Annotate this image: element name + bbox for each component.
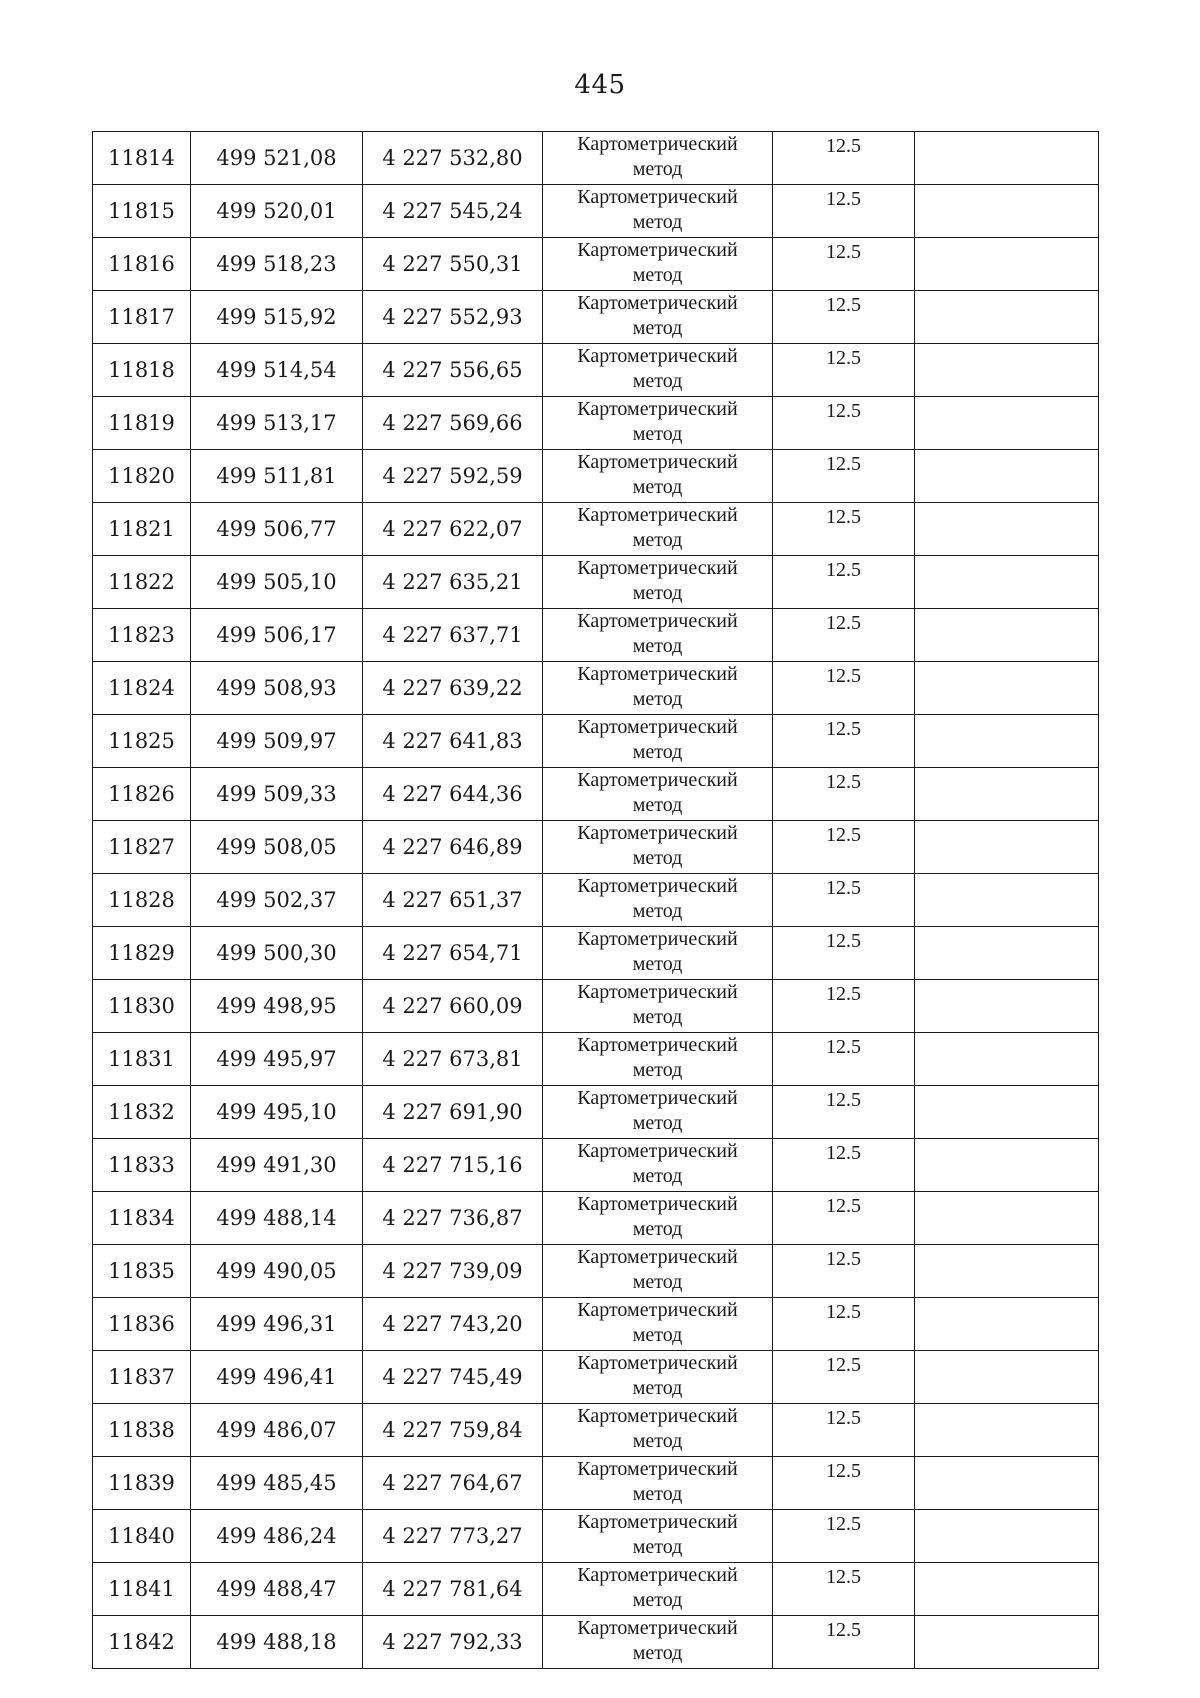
method-cell bbox=[543, 927, 773, 980]
x-coordinate-cell: 499 496,31 bbox=[191, 1298, 363, 1351]
method-cell bbox=[543, 1086, 773, 1139]
y-coordinate-cell: 4 227 592,59 bbox=[363, 450, 543, 503]
accuracy-cell: 12.5 bbox=[773, 1033, 915, 1086]
method-line-1: Картометрический bbox=[577, 239, 738, 261]
table-row bbox=[93, 662, 1099, 715]
method-line-1: Картометрический bbox=[577, 186, 738, 208]
method-line-1: Картометрический bbox=[577, 1617, 738, 1639]
x-coordinate-cell: 499 488,14 bbox=[191, 1192, 363, 1245]
note-cell bbox=[915, 715, 1099, 768]
note-cell bbox=[915, 1563, 1099, 1616]
method-line-1: Картометрический bbox=[577, 1140, 738, 1162]
note-cell bbox=[915, 874, 1099, 927]
accuracy-cell: 12.5 bbox=[773, 874, 915, 927]
y-coordinate-cell: 4 227 646,89 bbox=[363, 821, 543, 874]
method-line-2: метод bbox=[632, 529, 683, 551]
method-line-1: Картометрический bbox=[577, 928, 738, 950]
method-line-2: метод bbox=[632, 635, 683, 657]
table-row bbox=[93, 1563, 1099, 1616]
x-coordinate-cell: 499 488,18 bbox=[191, 1616, 363, 1669]
method-line-1: Картометрический bbox=[577, 292, 738, 314]
x-coordinate-cell: 499 515,92 bbox=[191, 291, 363, 344]
note-cell bbox=[915, 1245, 1099, 1298]
method-line-1: Картометрический bbox=[577, 504, 738, 526]
method-cell bbox=[543, 1616, 773, 1669]
x-coordinate-cell: 499 500,30 bbox=[191, 927, 363, 980]
table-row bbox=[93, 1351, 1099, 1404]
x-coordinate-cell: 499 490,05 bbox=[191, 1245, 363, 1298]
method-line-2: метод bbox=[632, 264, 683, 286]
point-number-cell: 11824 bbox=[93, 662, 191, 715]
x-coordinate-cell: 499 491,30 bbox=[191, 1139, 363, 1192]
method-line-1: Картометрический bbox=[577, 133, 738, 155]
x-coordinate-cell: 499 496,41 bbox=[191, 1351, 363, 1404]
method-line-1: Картометрический bbox=[577, 1352, 738, 1374]
accuracy-cell: 12.5 bbox=[773, 1192, 915, 1245]
method-line-2: метод bbox=[632, 158, 683, 180]
method-line-2: метод bbox=[632, 1483, 683, 1505]
y-coordinate-cell: 4 227 781,64 bbox=[363, 1563, 543, 1616]
method-line-1: Картометрический bbox=[577, 1564, 738, 1586]
method-line-1: Картометрический bbox=[577, 451, 738, 473]
method-line-1: Картометрический bbox=[577, 716, 738, 738]
point-number-cell: 11827 bbox=[93, 821, 191, 874]
x-coordinate-cell: 499 485,45 bbox=[191, 1457, 363, 1510]
table-row bbox=[93, 450, 1099, 503]
method-line-2: метод bbox=[632, 1324, 683, 1346]
point-number-cell: 11822 bbox=[93, 556, 191, 609]
method-cell bbox=[543, 874, 773, 927]
y-coordinate-cell: 4 227 569,66 bbox=[363, 397, 543, 450]
x-coordinate-cell: 499 506,77 bbox=[191, 503, 363, 556]
method-line-1: Картометрический bbox=[577, 345, 738, 367]
method-line-1: Картометрический bbox=[577, 1087, 738, 1109]
y-coordinate-cell: 4 227 759,84 bbox=[363, 1404, 543, 1457]
y-coordinate-cell: 4 227 715,16 bbox=[363, 1139, 543, 1192]
method-line-1: Картометрический bbox=[577, 1511, 738, 1533]
point-number-cell: 11841 bbox=[93, 1563, 191, 1616]
y-coordinate-cell: 4 227 764,67 bbox=[363, 1457, 543, 1510]
method-line-1: Картометрический bbox=[577, 875, 738, 897]
note-cell bbox=[915, 1192, 1099, 1245]
method-cell bbox=[543, 1298, 773, 1351]
table-row bbox=[93, 768, 1099, 821]
method-line-2: метод bbox=[632, 1271, 683, 1293]
method-cell bbox=[543, 185, 773, 238]
table-row bbox=[93, 1086, 1099, 1139]
point-number-cell: 11828 bbox=[93, 874, 191, 927]
x-coordinate-cell: 499 488,47 bbox=[191, 1563, 363, 1616]
method-line-2: метод bbox=[632, 582, 683, 604]
method-cell bbox=[543, 1563, 773, 1616]
point-number-cell: 11833 bbox=[93, 1139, 191, 1192]
method-cell bbox=[543, 291, 773, 344]
note-cell bbox=[915, 1033, 1099, 1086]
point-number-cell: 11820 bbox=[93, 450, 191, 503]
table-row bbox=[93, 609, 1099, 662]
accuracy-cell: 12.5 bbox=[773, 185, 915, 238]
y-coordinate-cell: 4 227 739,09 bbox=[363, 1245, 543, 1298]
accuracy-cell: 12.5 bbox=[773, 503, 915, 556]
page-number: 445 bbox=[574, 70, 626, 100]
accuracy-cell: 12.5 bbox=[773, 450, 915, 503]
table-row bbox=[93, 715, 1099, 768]
accuracy-cell: 12.5 bbox=[773, 1351, 915, 1404]
method-cell bbox=[543, 1139, 773, 1192]
table-row bbox=[93, 132, 1099, 185]
y-coordinate-cell: 4 227 743,20 bbox=[363, 1298, 543, 1351]
note-cell bbox=[915, 503, 1099, 556]
method-line-1: Картометрический bbox=[577, 981, 738, 1003]
note-cell bbox=[915, 821, 1099, 874]
note-cell bbox=[915, 132, 1099, 185]
x-coordinate-cell: 499 513,17 bbox=[191, 397, 363, 450]
accuracy-cell: 12.5 bbox=[773, 1298, 915, 1351]
point-number-cell: 11815 bbox=[93, 185, 191, 238]
method-line-2: метод bbox=[632, 900, 683, 922]
y-coordinate-cell: 4 227 773,27 bbox=[363, 1510, 543, 1563]
method-cell bbox=[543, 821, 773, 874]
table-row bbox=[93, 1192, 1099, 1245]
method-line-2: метод bbox=[632, 1377, 683, 1399]
x-coordinate-cell: 499 511,81 bbox=[191, 450, 363, 503]
point-number-cell: 11818 bbox=[93, 344, 191, 397]
table-row bbox=[93, 503, 1099, 556]
point-number-cell: 11835 bbox=[93, 1245, 191, 1298]
y-coordinate-cell: 4 227 792,33 bbox=[363, 1616, 543, 1669]
point-number-cell: 11839 bbox=[93, 1457, 191, 1510]
y-coordinate-cell: 4 227 532,80 bbox=[363, 132, 543, 185]
method-line-1: Картометрический bbox=[577, 1405, 738, 1427]
method-cell bbox=[543, 1192, 773, 1245]
note-cell bbox=[915, 1404, 1099, 1457]
accuracy-cell: 12.5 bbox=[773, 1245, 915, 1298]
accuracy-cell: 12.5 bbox=[773, 291, 915, 344]
accuracy-cell: 12.5 bbox=[773, 980, 915, 1033]
y-coordinate-cell: 4 227 644,36 bbox=[363, 768, 543, 821]
x-coordinate-cell: 499 498,95 bbox=[191, 980, 363, 1033]
method-line-1: Картометрический bbox=[577, 398, 738, 420]
method-cell bbox=[543, 503, 773, 556]
method-line-2: метод bbox=[632, 1430, 683, 1452]
table-row bbox=[93, 1298, 1099, 1351]
point-number-cell: 11817 bbox=[93, 291, 191, 344]
x-coordinate-cell: 499 486,24 bbox=[191, 1510, 363, 1563]
y-coordinate-cell: 4 227 637,71 bbox=[363, 609, 543, 662]
x-coordinate-cell: 499 506,17 bbox=[191, 609, 363, 662]
accuracy-cell: 12.5 bbox=[773, 344, 915, 397]
x-coordinate-cell: 499 495,97 bbox=[191, 1033, 363, 1086]
x-coordinate-cell: 499 520,01 bbox=[191, 185, 363, 238]
accuracy-cell: 12.5 bbox=[773, 1457, 915, 1510]
method-cell bbox=[543, 1457, 773, 1510]
accuracy-cell: 12.5 bbox=[773, 1563, 915, 1616]
method-line-2: метод bbox=[632, 1536, 683, 1558]
method-line-2: метод bbox=[632, 1112, 683, 1134]
method-line-1: Картометрический bbox=[577, 822, 738, 844]
method-line-2: метод bbox=[632, 1589, 683, 1611]
point-number-cell: 11837 bbox=[93, 1351, 191, 1404]
note-cell bbox=[915, 609, 1099, 662]
y-coordinate-cell: 4 227 552,93 bbox=[363, 291, 543, 344]
x-coordinate-cell: 499 502,37 bbox=[191, 874, 363, 927]
method-line-2: метод bbox=[632, 741, 683, 763]
accuracy-cell: 12.5 bbox=[773, 1404, 915, 1457]
method-cell bbox=[543, 397, 773, 450]
note-cell bbox=[915, 1298, 1099, 1351]
point-number-cell: 11840 bbox=[93, 1510, 191, 1563]
accuracy-cell: 12.5 bbox=[773, 1616, 915, 1669]
method-line-2: метод bbox=[632, 317, 683, 339]
point-number-cell: 11842 bbox=[93, 1616, 191, 1669]
table-row bbox=[93, 1457, 1099, 1510]
y-coordinate-cell: 4 227 736,87 bbox=[363, 1192, 543, 1245]
method-line-2: метод bbox=[632, 476, 683, 498]
table-row bbox=[93, 874, 1099, 927]
table-row bbox=[93, 185, 1099, 238]
accuracy-cell: 12.5 bbox=[773, 556, 915, 609]
table-row bbox=[93, 1404, 1099, 1457]
note-cell bbox=[915, 1457, 1099, 1510]
method-line-1: Картометрический bbox=[577, 1034, 738, 1056]
method-line-2: метод bbox=[632, 423, 683, 445]
note-cell bbox=[915, 450, 1099, 503]
method-line-1: Картометрический bbox=[577, 1458, 738, 1480]
table-row bbox=[93, 1616, 1099, 1669]
note-cell bbox=[915, 185, 1099, 238]
x-coordinate-cell: 499 509,97 bbox=[191, 715, 363, 768]
accuracy-cell: 12.5 bbox=[773, 1086, 915, 1139]
method-cell bbox=[543, 662, 773, 715]
note-cell bbox=[915, 662, 1099, 715]
method-cell bbox=[543, 768, 773, 821]
method-cell bbox=[543, 980, 773, 1033]
y-coordinate-cell: 4 227 635,21 bbox=[363, 556, 543, 609]
method-line-1: Картометрический bbox=[577, 769, 738, 791]
x-coordinate-cell: 499 505,10 bbox=[191, 556, 363, 609]
method-line-2: метод bbox=[632, 1059, 683, 1081]
table-row bbox=[93, 344, 1099, 397]
table-row bbox=[93, 397, 1099, 450]
point-number-cell: 11816 bbox=[93, 238, 191, 291]
note-cell bbox=[915, 927, 1099, 980]
y-coordinate-cell: 4 227 545,24 bbox=[363, 185, 543, 238]
method-cell bbox=[543, 1351, 773, 1404]
method-cell bbox=[543, 344, 773, 397]
table-row bbox=[93, 1033, 1099, 1086]
point-number-cell: 11832 bbox=[93, 1086, 191, 1139]
x-coordinate-cell: 499 514,54 bbox=[191, 344, 363, 397]
point-number-cell: 11834 bbox=[93, 1192, 191, 1245]
y-coordinate-cell: 4 227 556,65 bbox=[363, 344, 543, 397]
table-row bbox=[93, 1245, 1099, 1298]
accuracy-cell: 12.5 bbox=[773, 662, 915, 715]
note-cell bbox=[915, 1616, 1099, 1669]
y-coordinate-cell: 4 227 673,81 bbox=[363, 1033, 543, 1086]
y-coordinate-cell: 4 227 745,49 bbox=[363, 1351, 543, 1404]
note-cell bbox=[915, 344, 1099, 397]
accuracy-cell: 12.5 bbox=[773, 821, 915, 874]
method-line-2: метод bbox=[632, 370, 683, 392]
accuracy-cell: 12.5 bbox=[773, 1139, 915, 1192]
method-line-2: метод bbox=[632, 1218, 683, 1240]
note-cell bbox=[915, 1086, 1099, 1139]
method-line-1: Картометрический bbox=[577, 610, 738, 632]
note-cell bbox=[915, 1139, 1099, 1192]
table-row bbox=[93, 238, 1099, 291]
coordinates-table-body bbox=[93, 132, 1099, 1669]
note-cell bbox=[915, 291, 1099, 344]
table-row bbox=[93, 927, 1099, 980]
y-coordinate-cell: 4 227 654,71 bbox=[363, 927, 543, 980]
y-coordinate-cell: 4 227 660,09 bbox=[363, 980, 543, 1033]
point-number-cell: 11821 bbox=[93, 503, 191, 556]
accuracy-cell: 12.5 bbox=[773, 609, 915, 662]
accuracy-cell: 12.5 bbox=[773, 132, 915, 185]
point-number-cell: 11830 bbox=[93, 980, 191, 1033]
method-cell bbox=[543, 1404, 773, 1457]
y-coordinate-cell: 4 227 550,31 bbox=[363, 238, 543, 291]
point-number-cell: 11825 bbox=[93, 715, 191, 768]
method-line-2: метод bbox=[632, 1165, 683, 1187]
method-line-2: метод bbox=[632, 211, 683, 233]
point-number-cell: 11819 bbox=[93, 397, 191, 450]
method-line-1: Картометрический bbox=[577, 1299, 738, 1321]
method-cell bbox=[543, 132, 773, 185]
point-number-cell: 11831 bbox=[93, 1033, 191, 1086]
accuracy-cell: 12.5 bbox=[773, 927, 915, 980]
method-cell bbox=[543, 1510, 773, 1563]
x-coordinate-cell: 499 509,33 bbox=[191, 768, 363, 821]
coordinates-table bbox=[92, 131, 1099, 1669]
y-coordinate-cell: 4 227 691,90 bbox=[363, 1086, 543, 1139]
method-line-2: метод bbox=[632, 1642, 683, 1664]
x-coordinate-cell: 499 495,10 bbox=[191, 1086, 363, 1139]
table-row bbox=[93, 980, 1099, 1033]
accuracy-cell: 12.5 bbox=[773, 768, 915, 821]
accuracy-cell: 12.5 bbox=[773, 397, 915, 450]
method-line-2: метод bbox=[632, 847, 683, 869]
note-cell bbox=[915, 397, 1099, 450]
note-cell bbox=[915, 556, 1099, 609]
x-coordinate-cell: 499 521,08 bbox=[191, 132, 363, 185]
y-coordinate-cell: 4 227 622,07 bbox=[363, 503, 543, 556]
point-number-cell: 11829 bbox=[93, 927, 191, 980]
x-coordinate-cell: 499 508,05 bbox=[191, 821, 363, 874]
y-coordinate-cell: 4 227 641,83 bbox=[363, 715, 543, 768]
note-cell bbox=[915, 1351, 1099, 1404]
method-line-1: Картометрический bbox=[577, 557, 738, 579]
method-cell bbox=[543, 609, 773, 662]
method-line-2: метод bbox=[632, 1006, 683, 1028]
method-line-2: метод bbox=[632, 794, 683, 816]
point-number-cell: 11814 bbox=[93, 132, 191, 185]
method-line-1: Картометрический bbox=[577, 1193, 738, 1215]
method-line-2: метод bbox=[632, 953, 683, 975]
method-cell bbox=[543, 556, 773, 609]
point-number-cell: 11838 bbox=[93, 1404, 191, 1457]
method-line-2: метод bbox=[632, 688, 683, 710]
method-line-1: Картометрический bbox=[577, 663, 738, 685]
table-row bbox=[93, 1139, 1099, 1192]
x-coordinate-cell: 499 518,23 bbox=[191, 238, 363, 291]
table-row bbox=[93, 556, 1099, 609]
x-coordinate-cell: 499 486,07 bbox=[191, 1404, 363, 1457]
accuracy-cell: 12.5 bbox=[773, 238, 915, 291]
method-line-1: Картометрический bbox=[577, 1246, 738, 1268]
point-number-cell: 11823 bbox=[93, 609, 191, 662]
y-coordinate-cell: 4 227 639,22 bbox=[363, 662, 543, 715]
method-cell bbox=[543, 238, 773, 291]
table-row bbox=[93, 1510, 1099, 1563]
method-cell bbox=[543, 450, 773, 503]
point-number-cell: 11836 bbox=[93, 1298, 191, 1351]
y-coordinate-cell: 4 227 651,37 bbox=[363, 874, 543, 927]
point-number-cell: 11826 bbox=[93, 768, 191, 821]
note-cell bbox=[915, 980, 1099, 1033]
accuracy-cell: 12.5 bbox=[773, 715, 915, 768]
note-cell bbox=[915, 1510, 1099, 1563]
accuracy-cell: 12.5 bbox=[773, 1510, 915, 1563]
method-cell bbox=[543, 1033, 773, 1086]
method-cell bbox=[543, 1245, 773, 1298]
x-coordinate-cell: 499 508,93 bbox=[191, 662, 363, 715]
method-cell bbox=[543, 715, 773, 768]
table-row bbox=[93, 291, 1099, 344]
note-cell bbox=[915, 238, 1099, 291]
table-row bbox=[93, 821, 1099, 874]
note-cell bbox=[915, 768, 1099, 821]
